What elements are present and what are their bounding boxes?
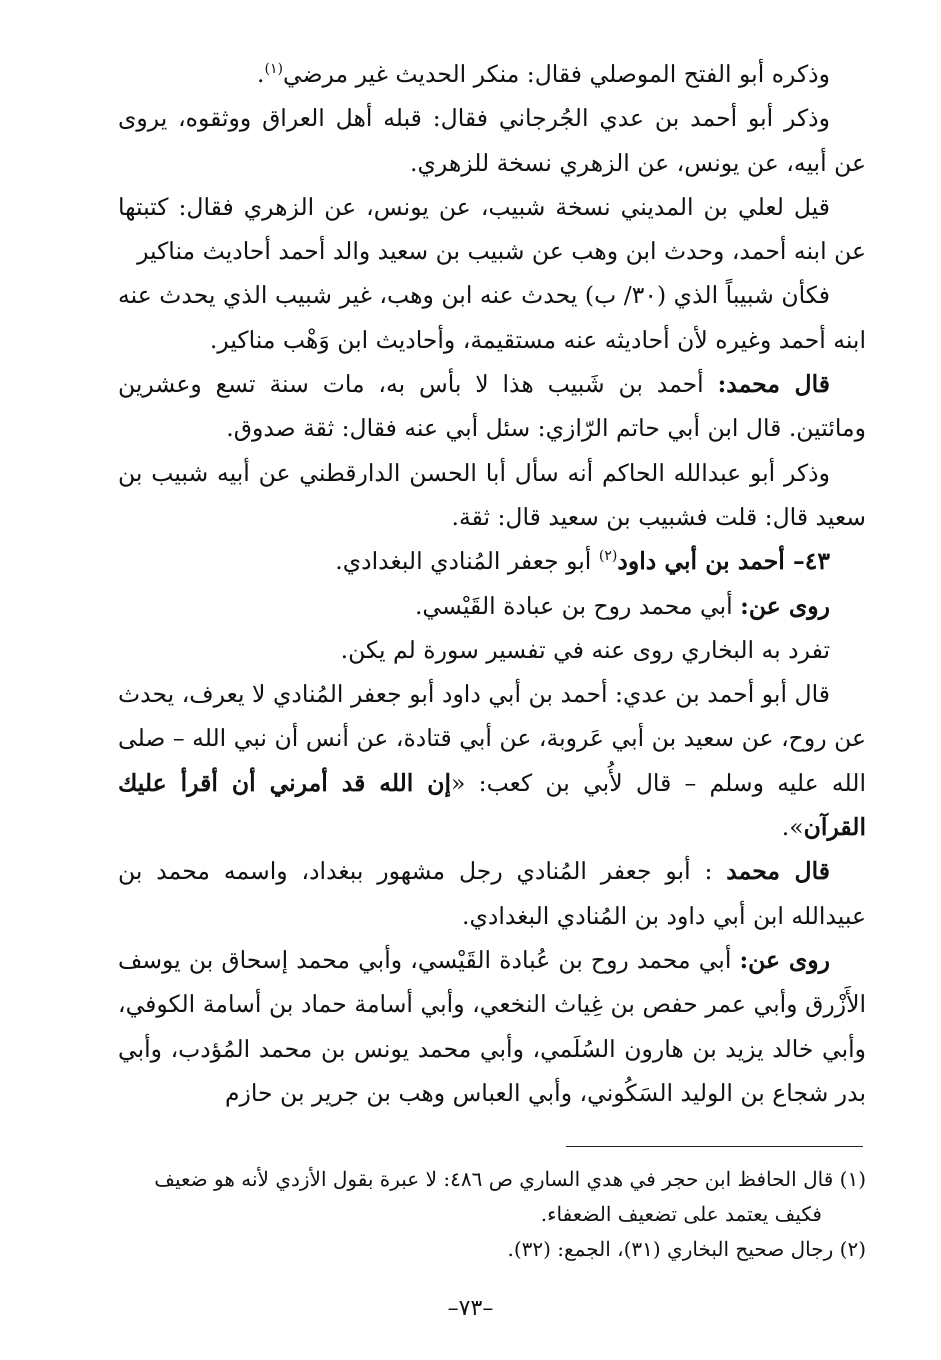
paragraph: تفرد به البخاري روى عنه في تفسير سورة لم يكن. [340,635,830,664]
paragraph: وذكر أبو أحمد بن عدي الجُرجاني فقال: قبله أهل العراق ووثقوه، يروى عن أبيه، عن يونس، عن الزهري نسخة للزهري. [118,104,866,177]
paragraph: فكأن شبيباً الذي (٣٠/ ب) يحدث عنه ابن وهب، غير شبيب الذي يحدث عنه ابنه أحمد وغيره لأن أحاديثه عنه مستقيمة، وأحاديث ابن وَهْب مناكير. [118,281,866,354]
hadith-quote: إن الله قد أمرني أن أقرأ عليك القرآن [118,768,866,842]
bold-label: قال محمد: [717,370,830,399]
footnotes [118,1162,866,1267]
paragraph: وذكره أبو الفتح الموصلي فقال: منكر الحديث غير مرضي$^{(١)}$. [256,60,830,88]
paragraph: روى عن: أبي محمد روح بن عبادة القَيْسي. [414,591,830,620]
footnote-marker: (١) [264,61,284,78]
footnote: (١) قال الحافظ ابن حجر في هدي الساري ص ٤٨٦: لا عبرة بقول الأزدي لأنه هو ضعيف [154,1167,866,1191]
footnote: (٢) رجال صحيح البخاري (٣١)، الجمع: (٣٢). [507,1237,866,1261]
footnote-continuation: فكيف يعتمد على تضعيف الضعفاء. [540,1202,822,1226]
bold-label: روى عن: [739,945,830,974]
footnote-divider [566,1146,863,1147]
paragraph: قال محمد : أبو جعفر المُنادي رجل مشهور ببغداد، واسمه محمد بن عبيدالله ابن أبي داود بن المُنادي البغدادي. [118,857,866,930]
paragraph: قال أبو أحمد بن عدي: أحمد بن أبي داود أبو جعفر المُنادي لا يعرف، يحدث عن روح، عن سعيد بن أبي عَروبة، عن أبي قتادة، عن أنس أن نبي الله – صلى الله عليه وسلم – قال لأُبي بن كعب: «إن الله قد أمرني أن أقرأ عليك القرآن». [118,680,866,842]
paragraph: روى عن: أبي محمد روح بن عُبادة القَيْسي، وأبي محمد إسحاق بن يوسف الأَزْرق وأبي عمر حفص بن غِياث النخعي، وأبي أسامة حماد بن أسامة الكوفي، وأبي خالد يزيد بن هارون السُلَمي، وأبي محمد يونس بن محمد المُؤدب، وأبي بدر شجاع بن الوليد السَكُوني، وأبي العباس وهب بن جرير بن حازم [118,945,866,1107]
paragraph: وذكر أبو عبدالله الحاكم أنه سأل أبا الحسن الدارقطني عن أبيه شبيب بن سعيد قال: قلت فشبيب بن سعيد قال: ثقة. [118,458,866,531]
footnote-marker: (٢) [598,548,618,565]
main-text [118,52,866,1115]
bold-label: قال محمد [726,857,831,886]
paragraph: قال محمد: أحمد بن شَبيب هذا لا بأس به، مات سنة تسع وعشرين ومائتين. قال ابن أبي حاتم الرّازي: سئل أبي عنه فقال: ثقة صدوق. [118,370,866,443]
page-number: –٧٣– [447,1296,494,1321]
bold-label: روى عن: [740,591,830,620]
paragraph: قيل لعلي بن المديني نسخة شبيب، عن يونس، عن الزهري فقال: كتبتها عن ابنه أحمد، وحدث ابن وهب عن شبيب بن سعيد والد أحمد أحاديث مناكير [118,192,866,266]
entry-heading: ٤٣– أحمد بن أبي داود$^{(٢)}$ أبو جعفر المُنادي البغدادي. [335,547,830,576]
